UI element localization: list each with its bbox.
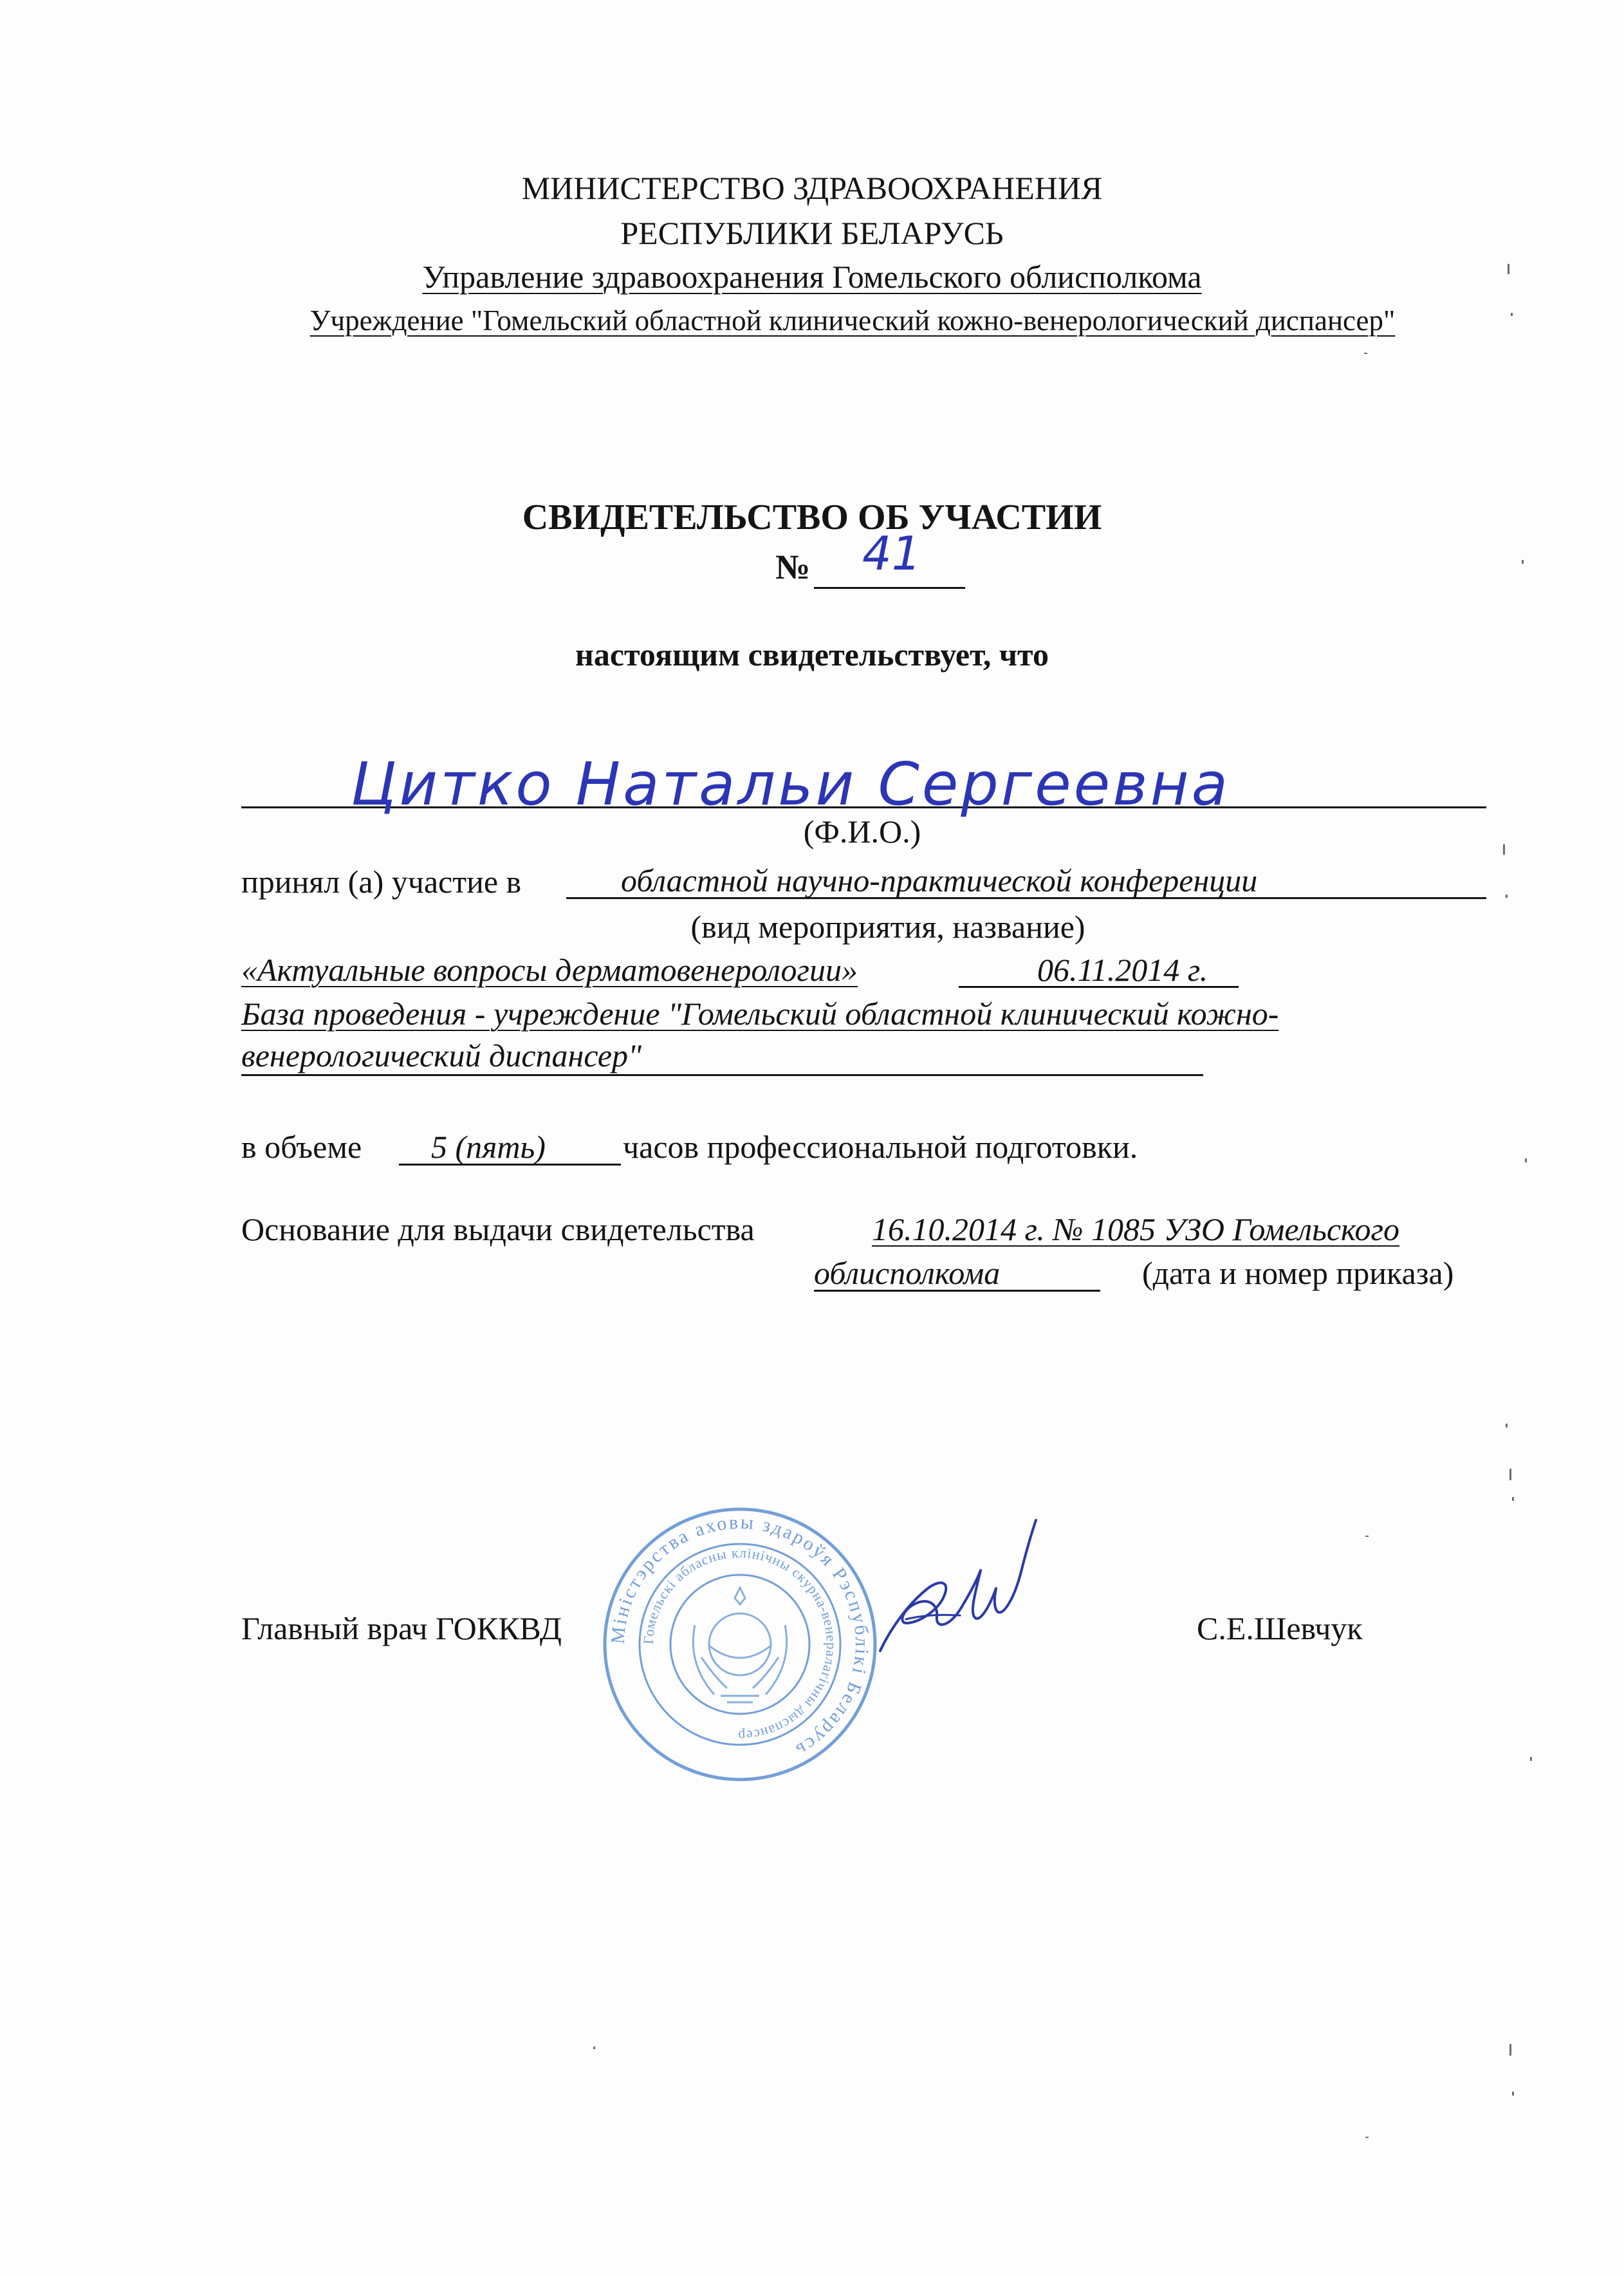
ministry-line-1: МИНИСТЕРСТВО ЗДРАВООХРАНЕНИЯ	[521, 170, 1103, 206]
number-label: №	[775, 548, 811, 586]
scan-speck	[1364, 353, 1367, 354]
event-type: областной научно-практической конференции	[621, 862, 1258, 898]
participant-name: Цитко Натальи Сергеевна	[351, 750, 1231, 819]
scan-speck	[1365, 2137, 1369, 2138]
scan-speck	[1509, 2044, 1511, 2056]
participated-label: принял (а) участие в	[241, 864, 522, 900]
basis-order-line-1: 16.10.2014 г. № 1085 УЗО Гомельского	[872, 1211, 1400, 1247]
scan-speck	[1530, 1757, 1532, 1761]
event-venue-line-1: База проведения - учреждение "Гомельский областной клинический кожно-	[241, 996, 1279, 1032]
institution-name: Учреждение "Гомельский областной клинический кожно-венерологический диспансер"	[309, 304, 1396, 337]
certificate-number: 41	[862, 526, 921, 581]
scan-speck	[1512, 2092, 1514, 2096]
event-title: «Актуальные вопросы дерматовенерологии»	[241, 952, 858, 988]
signature-scribble	[843, 1512, 1049, 1673]
event-caption: (вид мероприятия, название)	[690, 909, 1085, 945]
basis-label: Основание для выдачи свидетельства	[241, 1211, 755, 1247]
scan-speck	[1511, 313, 1513, 316]
scan-speck	[1512, 1497, 1514, 1501]
event-venue-line-2: венерологический диспансер"	[241, 1037, 642, 1073]
stamp-emblem-icon	[693, 1588, 786, 1702]
scan-speck	[593, 2047, 595, 2049]
name-caption: (Ф.И.О.)	[803, 813, 921, 850]
scan-speck	[1365, 1536, 1369, 1537]
venue-line	[241, 1074, 1203, 1076]
event-date: 06.11.2014 г.	[1037, 952, 1208, 988]
scan-speck	[1525, 1158, 1527, 1162]
basis-caption: (дата и номер приказа)	[1142, 1255, 1454, 1291]
basis-order-line-2: облисполкома	[814, 1255, 1001, 1291]
scan-speck	[1506, 895, 1508, 898]
department-name: Управление здравоохранения Гомельского облисполкома	[422, 259, 1202, 295]
scan-speck	[1508, 264, 1509, 274]
stamp-center-ring	[670, 1575, 809, 1714]
volume-value: 5 (пять)	[431, 1129, 546, 1165]
stamp-inner-text: Гомельскі абласны клінічны скурна-венералагічны дыспансер	[640, 1544, 840, 1745]
scan-speck	[1503, 844, 1505, 855]
official-stamp	[598, 1503, 881, 1786]
ministry-line-2: РЕСПУБЛИКИ БЕЛАРУСЬ	[620, 215, 1004, 251]
signatory-position: Главный врач ГОККВД	[241, 1610, 562, 1646]
scan-speck	[1509, 1469, 1511, 1480]
basis-line	[814, 1290, 1100, 1292]
signatory-name: С.Е.Шевчук	[1197, 1610, 1363, 1646]
volume-prefix: в объеме	[241, 1129, 362, 1165]
stamp-outer-text: Міністэрства аховы здароўя Рэспублікі Беларусь	[607, 1511, 873, 1762]
number-line	[814, 587, 965, 589]
certificate-title: СВИДЕТЕЛЬСТВО ОБ УЧАСТИИ	[522, 497, 1102, 537]
volume-suffix: часов профессиональной подготовки.	[623, 1129, 1138, 1165]
certifies-text: настоящим свидетельствует, что	[575, 637, 1049, 673]
scan-speck	[1506, 1424, 1508, 1427]
scan-speck	[1522, 560, 1524, 564]
